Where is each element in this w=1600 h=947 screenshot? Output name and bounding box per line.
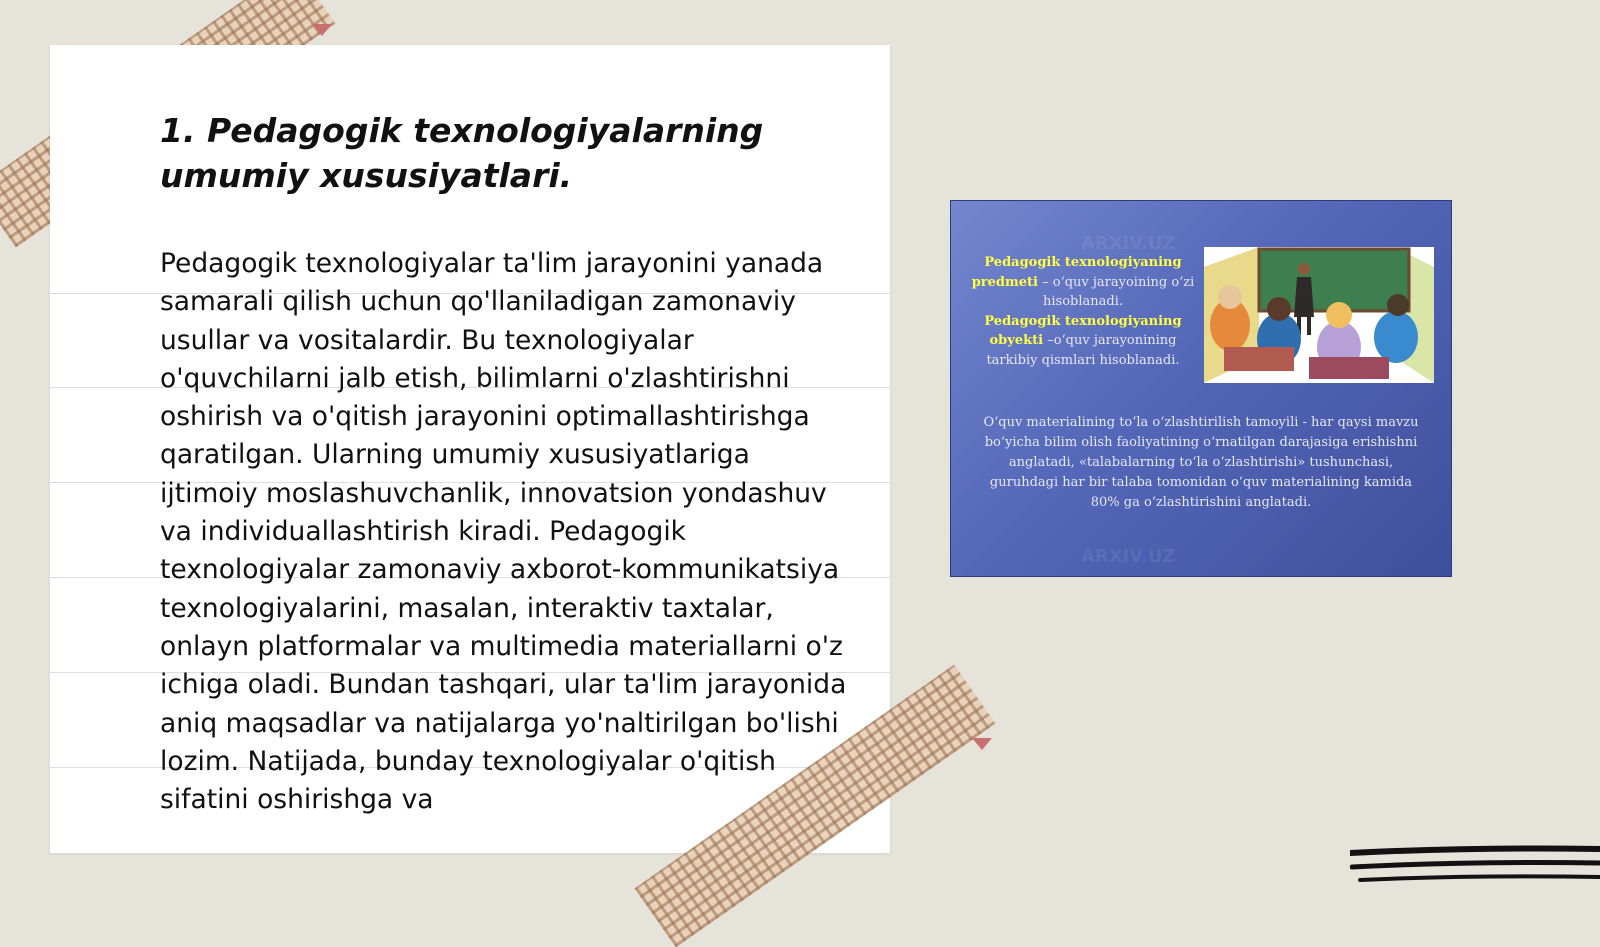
slide-principle-text: O‘quv materialining to‘la o‘zlashtirilish tamoyili - har qaysi mavzu bo‘yicha bilim olish faoliyatining o‘rnatilgan darajasiga erishishni anglatadi, «talabalarning to‘la o‘zlashtirishi» tushunchasi, guruhdagi har bir talaba tomonidan o‘quv materialining kamida 80% ga o‘zlashtirishini anglatadi. (983, 415, 1419, 510)
tape-tip-marker (312, 24, 332, 36)
slide-definitions (965, 253, 1201, 370)
body-paragraph: Pedagogik texnologiyalar ta'lim jarayonini yanada samarali qilish uchun qo'llaniladigan zamonaviy usullar va vositalardir. Bu texnologiyalar o'quvchilarni jalb etish, bilimlarni o'zlashtirishni oshirish va o'qitish jarayonini optimallashtirishga qaratilgan. Ularning umumiy xususiyatlariga ijtimoiy moslashuvchanlik, innovatsion yondashuv va individuallashtirish kiradi. Pedagogik texnologiyalar zamonaviy axborot-kommunikatsiya texnologiyalarini, masalan, interaktiv taxtalar, onlayn platformalar va multimedia materiallarni o'z ichiga oladi. Bundan tashqari, ular ta'lim jarayonida aniq maqsadlar va natijalarga yo'naltirilgan bo'lishi lozim. Natijada, bunday texnologiyalar o'qitish sifatini oshirishga va (160, 248, 847, 816)
slide-predmet-heading: Pedagogik texnologiyaning predmeti (971, 255, 1182, 290)
decorative-brush-lines (1350, 845, 1600, 895)
slide-obyekt-text: –o‘quv jarayonining tarkibiy qismlari hisoblanadi. (986, 333, 1180, 368)
page-title: 1. Pedagogik texnologiyalarning umumiy xususiyatlari. (160, 111, 764, 195)
slide-obyekt-heading: Pedagogik texnologiyaning obyekti (984, 313, 1182, 348)
slide-watermark: ARXIV.UZ (1081, 233, 1176, 254)
slide-predmet-text: – o‘quv jarayoining o‘zi hisoblanadi. (1042, 274, 1195, 309)
tape-tip-marker (972, 738, 992, 750)
classroom-teacher-illustration (1204, 247, 1434, 383)
classroom-illustration (1204, 247, 1434, 383)
embedded-slide-image (950, 200, 1452, 577)
slide-watermark: ARXIV.UZ (1081, 546, 1176, 567)
